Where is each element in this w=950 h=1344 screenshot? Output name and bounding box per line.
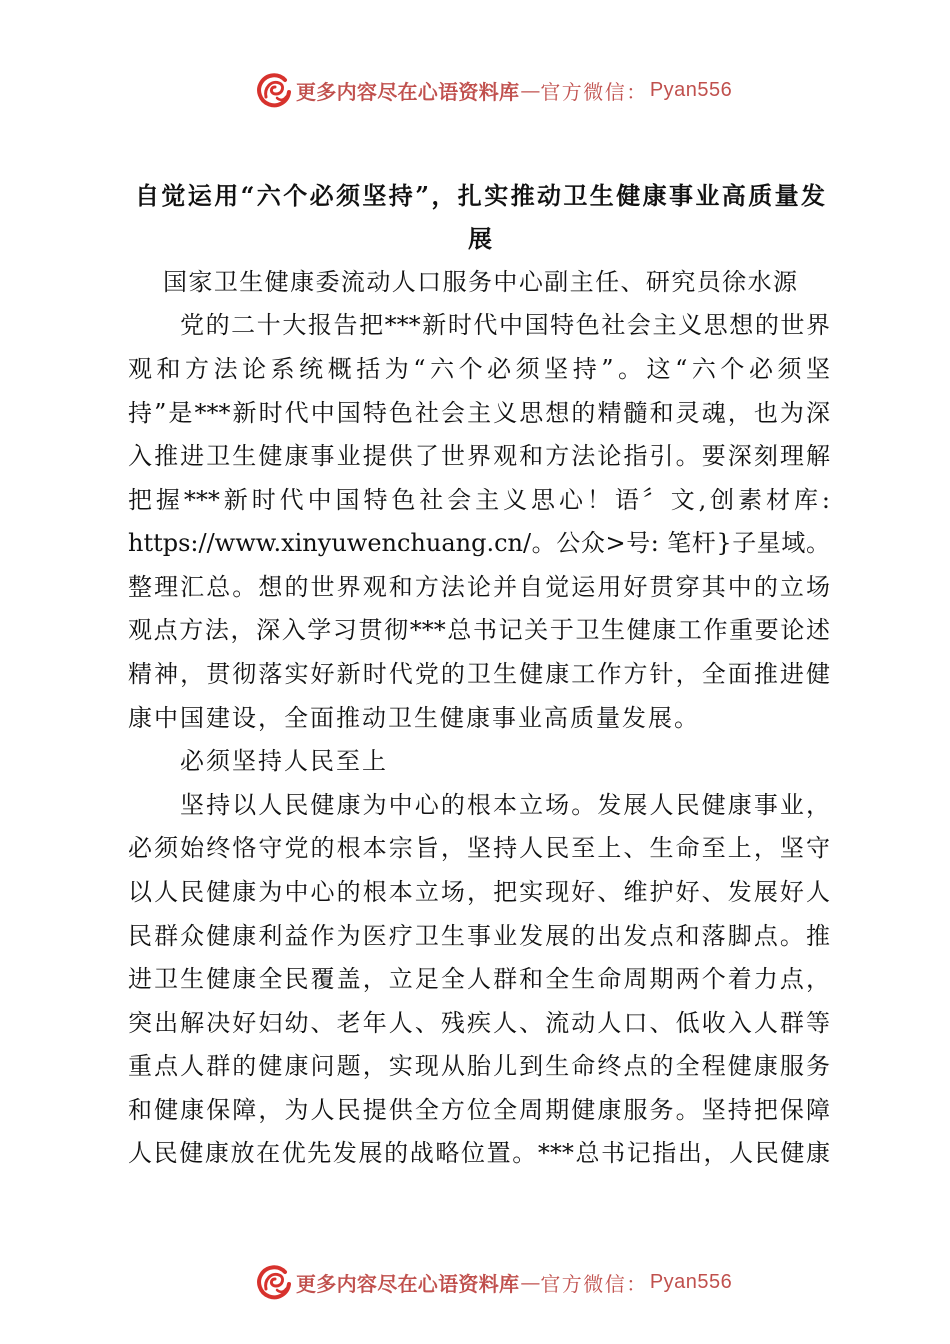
body-line: 持”是***新时代中国特色社会主义思想的精髓和灵魂，也为深: [128, 398, 830, 427]
logo-icon: [256, 72, 292, 108]
body-line: 党的二十大报告把***新时代中国特色社会主义思想的世界: [180, 311, 830, 340]
article: [0, 174, 950, 1176]
body-line: 民群众健康利益作为医疗卫生事业发展的出发点和落脚点。推: [128, 921, 830, 950]
paragraph: [0, 784, 950, 1176]
title-line: 展: [468, 224, 492, 254]
author-line: 国家卫生健康委流动人口服务中心副主任、研究员徐水源: [163, 267, 797, 296]
site-name: 更多内容尽在心语资料库: [296, 79, 520, 104]
wechat-id: Pyan556: [649, 1270, 733, 1293]
wechat-label: 官方微信：: [540, 79, 648, 104]
body-line: 突出解决好妇幼、老年人、残疾人、流动人口、低收入人群等: [128, 1008, 830, 1037]
body-line: https://www.xinyuwenchuang.cn/。公众>号: 笔杆}子星域。: [128, 529, 830, 558]
logo-icon: [256, 1264, 292, 1300]
footer-banner: [256, 1263, 732, 1301]
body-line: 把握***新时代中国特色社会主义思心！语〞文,创素材库:: [128, 485, 830, 514]
paragraph: [0, 304, 950, 740]
header-banner: [256, 71, 732, 109]
body-line: 整理汇总。想的世界观和方法论并自觉运用好贯穿其中的立场: [128, 572, 830, 601]
site-name: 更多内容尽在心语资料库: [296, 1271, 520, 1296]
body-line: 观和方法论系统概括为“六个必须坚持”。这“六个必须坚: [128, 355, 830, 383]
separator: —: [520, 78, 541, 102]
wechat-label: 官方微信：: [540, 1271, 648, 1296]
body-line: 以人民健康为中心的根本立场，把实现好、维护好、发展好人: [128, 877, 830, 906]
body-line: 人民健康放在优先发展的战略位置。***总书记指出，人民健康: [128, 1139, 830, 1168]
body-line: 康中国建设，全面推动卫生健康事业高质量发展。: [128, 703, 700, 732]
body-line: 坚持以人民健康为中心的根本立场。发展人民健康事业，: [180, 790, 830, 819]
body-line: 重点人群的健康问题，实现从胎儿到生命终点的全程健康服务: [128, 1052, 830, 1081]
body-line: 必须始终恪守党的根本宗旨，坚持人民至上、生命至上，坚守: [128, 834, 830, 863]
article-title: [0, 174, 950, 261]
body-line: 进卫生健康全民覆盖，立足全人群和全生命周期两个着力点，: [128, 965, 830, 994]
body-line: 和健康保障，为人民提供全方位全周期健康服务。坚持把保障: [128, 1095, 830, 1124]
wechat-id: Pyan556: [649, 78, 733, 101]
title-line: 自觉运用“六个必须坚持”，扎实推动卫生健康事业高质量发: [135, 180, 825, 210]
section-heading: 必须坚持人民至上: [180, 747, 388, 776]
body-line: 观点方法，深入学习贯彻***总书记关于卫生健康工作重要论述: [128, 616, 830, 645]
body-line: 精神，贯彻落实好新时代党的卫生健康工作方针，全面推进健: [128, 660, 830, 689]
separator: —: [520, 1270, 541, 1294]
body-line: 入推进卫生健康事业提供了世界观和方法论指引。要深刻理解: [128, 442, 830, 471]
